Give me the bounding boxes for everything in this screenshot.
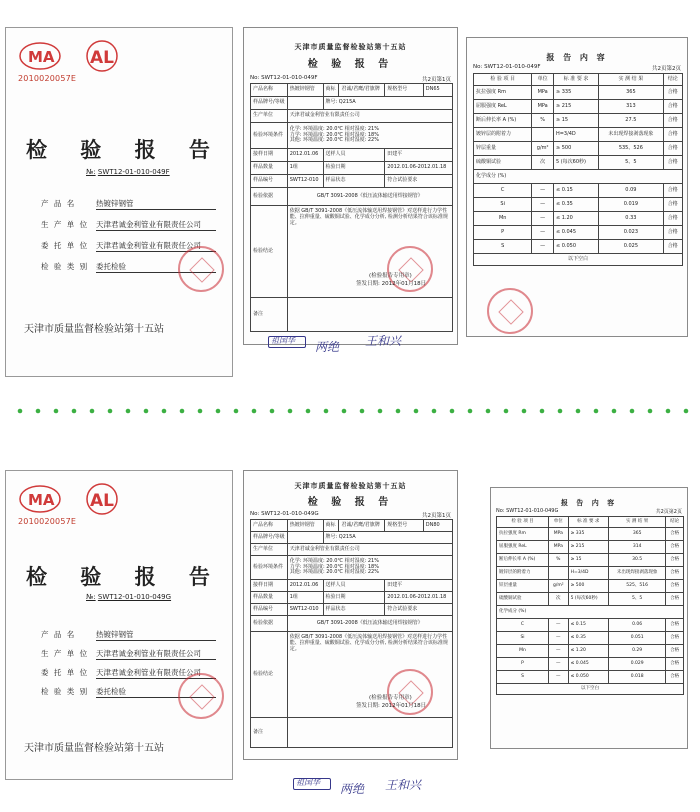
- report-sheet-page1: [243, 470, 458, 760]
- inspection-seal-icon: [487, 288, 533, 334]
- table-row: 锌层重量 g/m² ≥ 500 535、526 合格: [474, 142, 683, 156]
- section-divider: [0, 407, 700, 415]
- svg-text:MA: MA: [28, 491, 55, 509]
- svg-text:AL: AL: [90, 48, 114, 68]
- signature: 王和兴: [385, 778, 422, 792]
- svg-text:MA: MA: [28, 48, 55, 66]
- table-row: 硫酸铜试验 次 5 (每次60秒) 5、5 合格: [474, 156, 683, 170]
- station-name: 天津市质量监督检验站第十五站: [24, 743, 164, 754]
- field-producer: 生 产 单 位 天津君诚金利管业有限责任公司: [41, 648, 216, 660]
- table-row: Si — ≤ 0.35 0.051 合格: [497, 632, 684, 645]
- table-row: 产品名称 热镀锌钢管 商标 君诚/君鹰/君旗牌 规格型号 DN80: [251, 520, 453, 532]
- table-row: 接样日期 2012.01.06 送样人员 田建平: [251, 149, 453, 162]
- inspection-seal-icon: [178, 246, 224, 292]
- table-row: 锌层重量 g/m² ≥ 500 525、516 合格: [497, 580, 684, 593]
- table-row: 接样日期 2012.01.06 送样人员 田建平: [251, 580, 453, 592]
- report-sheet-page2: [466, 37, 688, 337]
- results-table: [496, 516, 684, 695]
- table-row: Si — ≤ 0.35 0.019 合格: [474, 198, 683, 212]
- table-row: 镀锌层的附着力 H=3/4D 未出现焊接剥落现象 合格: [474, 128, 683, 142]
- field-category: 检 验 类 别 委托检验: [41, 686, 216, 698]
- table-header-row: 检 验 项 目 单位 标 准 要 求 实 测 结 果 结论: [474, 74, 683, 86]
- field-producer: 生 产 单 位 天津君诚金利管业有限责任公司: [41, 219, 216, 231]
- table-row: 样品数量 1组 检验日期 2012.01.06-2012.01.18: [251, 592, 453, 604]
- table-row: 屈服强度 ReL MPa ≥ 215 313 合格: [474, 100, 683, 114]
- table-row: 镀锌层的附着力 H=3/4D 未出现焊接剥落现象 合格: [497, 567, 684, 580]
- table-row: C — ≤ 0.15 0.09 合格: [474, 184, 683, 198]
- table-row: S — ≤ 0.050 0.018 合格: [497, 671, 684, 684]
- ma-cal-logo-icon: [16, 36, 136, 96]
- sheet-no: No: SWT12-01-010-049F: [250, 75, 318, 81]
- sheet-page: 共2页第2页: [652, 66, 681, 72]
- inspection-table: [250, 83, 453, 332]
- seal-text: (检验报告专用章): [369, 695, 412, 701]
- sign-date: 签发日期: 2012年01月18日: [356, 281, 427, 287]
- table-row: P — ≤ 0.045 0.023 合格: [474, 226, 683, 240]
- table-header-row: 检 验 项 目 单位 标 准 要 求 实 测 结 果 结论: [497, 517, 684, 528]
- table-row: 生产单位 天津君诚金利管业有限责任公司: [251, 110, 453, 123]
- sheet-page: 共2页第1页: [422, 513, 451, 519]
- table-row: 化学成分 (%): [474, 170, 683, 184]
- table-row: 样品牌号/等级 牌号: Q215A: [251, 532, 453, 544]
- signature: 祖国华: [271, 336, 295, 345]
- table-row: 抗拉强度 Rm MPa ≥ 335 365 合格: [497, 528, 684, 541]
- cover-page: [5, 27, 233, 377]
- report-sheet-page1: [243, 27, 458, 345]
- sheet-page: 共2页第1页: [422, 77, 451, 83]
- table-row: 样品编号 SWT12-010 样品状态 符合试验要求: [251, 175, 453, 188]
- signature: 王和兴: [365, 334, 402, 348]
- station-name: 天津市质量监督检验站第十五站: [24, 324, 164, 335]
- table-row: P — ≤ 0.045 0.029 合格: [497, 658, 684, 671]
- table-row: 备注: [251, 718, 453, 748]
- table-row: 断后伸长率 A (%) % ≥ 15 27.5 合格: [474, 114, 683, 128]
- table-row: 备注: [251, 298, 453, 332]
- table-row: 生产单位 天津君诚金利管业有限责任公司: [251, 544, 453, 556]
- table-row: S — ≤ 0.050 0.025 合格: [474, 240, 683, 254]
- sheet2-title: 报 告 内 容: [560, 499, 618, 507]
- field-client: 委 托 单 位 天津君诚金利管业有限责任公司: [41, 240, 216, 252]
- table-row: 抗拉强度 Rm MPa ≥ 335 365 合格: [474, 86, 683, 100]
- table-row: 检验结论 依据 GB/T 3091-2008《低压流体输送用焊接钢管》对送样进行力学性能、拉伸重量、硫酸铜试验、化学成分分析, 检测分析结果符合该标准规定。: [251, 206, 453, 298]
- ma-cal-logo-icon: [16, 479, 136, 539]
- signature: 两绝: [315, 340, 340, 354]
- table-row: 以下空白: [474, 254, 683, 266]
- field-category: 检 验 类 别 委托检验: [41, 261, 216, 273]
- sheet-org-header: 天津市质量监督检验站第十五站: [294, 482, 407, 490]
- svg-text:AL: AL: [90, 491, 114, 511]
- table-row: 屈服强度 ReL MPa ≥ 215 314 合格: [497, 541, 684, 554]
- field-client: 委 托 单 位 天津君诚金利管业有限责任公司: [41, 667, 216, 679]
- table-row: 检验结论 依据 GB/T 3091-2008《低压流体输送用焊接钢管》对送样进行力学性能、拉伸重量、硫酸铜试验、化学成分分析, 检测分析结果符合该标准规定。: [251, 632, 453, 718]
- cover-title: 检 验 报 告: [26, 138, 223, 162]
- sheet-page: 共2页第2页: [655, 509, 682, 515]
- sheet2-title: 报 告 内 容: [546, 53, 608, 62]
- sign-date: 签发日期: 2012年01月18日: [356, 703, 427, 709]
- logo-code: 2010020057E: [18, 517, 77, 526]
- sheet-title: 检 验 报 告: [307, 497, 394, 508]
- table-row: Mn — ≤ 1.20 0.29 合格: [497, 645, 684, 658]
- logo-code: 2010020057E: [18, 74, 77, 83]
- table-row: 检验环境条件 化学: 环境温度: 20.0℃ 相对湿度: 21% 力学: 环境温度: 20.0℃ 相对湿度: 18% 其他: 环境温度: 20.0℃ 相对湿度: 22%: [251, 123, 453, 149]
- table-row: Mn — ≤ 1.20 0.33 合格: [474, 212, 683, 226]
- table-row: 样品数量 1组 检验日期 2012.01.06-2012.01.18: [251, 162, 453, 175]
- field-product: 产 品 名 热镀锌钢管: [41, 198, 216, 210]
- table-row: 断后伸长率 A (%) % ≥ 15 30.5 合格: [497, 554, 684, 567]
- inspection-table: [250, 519, 453, 748]
- seal-text: (检验报告专用章): [369, 273, 412, 279]
- field-product: 产 品 名 热镀锌钢管: [41, 629, 216, 641]
- table-row: 检验环境条件 化学: 环境温度: 20.0℃ 相对湿度: 21% 力学: 环境温度: 20.0℃ 相对湿度: 18% 其他: 环境温度: 20.0℃ 相对湿度: 22%: [251, 556, 453, 580]
- sheet-no: No: SWT12-01-010-049G: [250, 511, 319, 517]
- report-number: №: SWT12-01-010-049F: [86, 168, 170, 176]
- table-row: 检验依据 GB/T 3091-2008《低压流体输送用焊接钢管》: [251, 188, 453, 206]
- signature: 两绝: [340, 782, 365, 796]
- cover-page: [5, 470, 233, 780]
- sheet-title: 检 验 报 告: [307, 59, 394, 70]
- table-row: 产品名称 热镀锌钢管 商标 君诚/君鹰/君旗牌 规格型号 DN65: [251, 84, 453, 97]
- table-row: 样品牌号/等级 牌号: Q215A: [251, 97, 453, 110]
- table-row: 检验依据 GB/T 3091-2008《低压流体输送用焊接钢管》: [251, 616, 453, 632]
- table-row: 化学成分 (%): [497, 606, 684, 619]
- report-number: №: SWT12-01-010-049G: [86, 593, 172, 601]
- table-row: 硫酸铜试验 次 5 (每次60秒) 5、5 合格: [497, 593, 684, 606]
- report-sheet-page2: [490, 487, 688, 749]
- inspection-seal-icon: [178, 673, 224, 719]
- signature: 祖国华: [296, 778, 320, 787]
- table-row: 样品编号 SWT12-010 样品状态 符合试验要求: [251, 604, 453, 616]
- table-row: 以下空白: [497, 684, 684, 695]
- sheet-no: No: SWT12-01-010-049F: [473, 64, 541, 70]
- sheet-org-header: 天津市质量监督检验站第十五站: [294, 43, 407, 51]
- table-row: C — ≤ 0.15 0.06 合格: [497, 619, 684, 632]
- cover-title: 检 验 报 告: [26, 565, 223, 589]
- sheet-no: No: SWT12-01-010-049G: [496, 508, 559, 514]
- results-table: [473, 73, 683, 266]
